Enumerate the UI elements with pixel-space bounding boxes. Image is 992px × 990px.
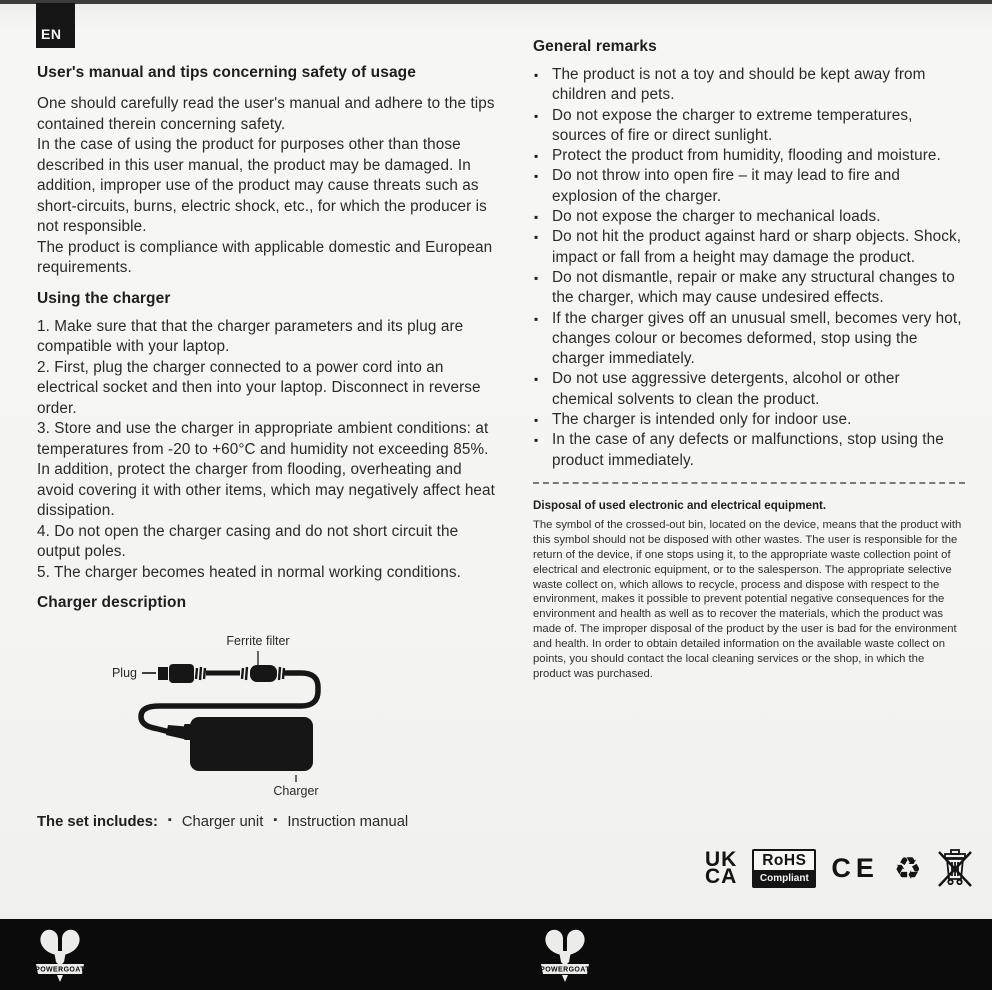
disposal-heading: Disposal of used electronic and electrical equipment.	[533, 498, 827, 512]
usage-step: 4. Do not open the charger casing and do not short circuit the output poles.	[37, 522, 459, 560]
general-remarks-heading: General remarks	[533, 38, 657, 55]
rohs-compliant-label: Compliant	[754, 872, 814, 886]
usage-step: 5. The charger becomes heated in normal working conditions.	[37, 563, 461, 581]
ukca-mark	[705, 847, 738, 888]
dashed-separator	[533, 482, 965, 484]
set-item: ▪ Charger unit	[168, 814, 263, 830]
remark-item: ▪ Do not hit the product against hard or sharp objects. Shock, impact or fall from a height may damage the product.	[533, 227, 965, 268]
powergoat-banner-label: POWERGOAT	[35, 966, 85, 974]
remark-item: ▪ Do not use aggressive detergents, alcohol or other chemical solvents to clean the product.	[533, 369, 965, 410]
remark-item: ▪ If the charger gives off an unusual smell, becomes very hot, changes colour or becomes deformed, stop using the charger immediately.	[533, 309, 965, 370]
remark-item: ▪ Do not expose the charger to extreme temperatures, sources of fire or direct sunlight.	[533, 106, 965, 147]
charger-diagram	[37, 621, 493, 801]
left-column	[37, 64, 495, 830]
right-column	[533, 38, 965, 682]
remark-item: ▪ Do not expose the charger to mechanical loads.	[533, 207, 965, 227]
remark-item: ▪ In the case of any defects or malfunctions, stop using the product immediately.	[533, 430, 965, 471]
set-item: ▪ Instruction manual	[273, 814, 408, 830]
intro-paragraph	[37, 94, 495, 279]
language-badge-label: EN	[41, 26, 62, 42]
recycle-icon: ♻	[893, 850, 922, 886]
rohs-label: RoHS	[754, 851, 814, 872]
footer-bar	[0, 919, 992, 990]
powergoat-logo-icon	[33, 926, 87, 984]
usage-step: 2. First, plug the charger connected to a power cord into an electrical socket and then into your laptop. Disconnect in reverse order.	[37, 358, 481, 417]
intro-line: One should carefully read the user's manual and adhere to the tips contained therein concerning safety.	[37, 95, 495, 133]
usage-step: 1. Make sure that that the charger parameters and its plug are compatible with your laptop.	[37, 317, 464, 355]
powergoat-banner-label: POWERGOAT	[540, 966, 590, 974]
intro-line: In the case of using the product for purposes other than those described in this user manual, the product may be damaged. In addition, improper use of the product may cause threats such as short-circuits, burns, electric shock, etc., for which the producer is not responsible.	[37, 136, 487, 235]
set-includes-line	[37, 814, 495, 830]
intro-line: The product is compliance with applicable domestic and European requirements.	[37, 238, 493, 276]
remark-item: ▪ Do not dismantle, repair or make any structural changes to the charger, which may cause undesired effects.	[533, 268, 965, 309]
plug-graphic	[158, 664, 205, 683]
using-charger-heading: Using the charger	[37, 289, 171, 307]
dc-connector-graphic	[166, 724, 191, 740]
remark-item: ▪ Do not throw into open fire – it may lead to fire and explosion of the charger.	[533, 166, 965, 207]
charger-body-graphic	[190, 717, 313, 771]
set-includes-label: The set includes:	[37, 814, 158, 830]
weee-crossed-bin-icon	[937, 846, 973, 890]
plug-label: Plug	[111, 666, 137, 680]
ferrite-filter-graphic	[242, 665, 284, 682]
ce-mark: CE	[831, 852, 879, 883]
general-remarks-list	[533, 65, 965, 471]
ferrite-filter-label: Ferrite filter	[226, 634, 290, 648]
remark-item: ▪ The product is not a toy and should be kept away from children and pets.	[533, 65, 965, 106]
ukca-bottom-label: CA	[705, 865, 738, 888]
usage-steps-list	[37, 317, 495, 584]
rohs-mark	[752, 849, 816, 888]
manual-title: User's manual and tips concerning safety of usage	[37, 64, 416, 81]
powergoat-logo-icon	[538, 926, 592, 984]
language-badge	[36, 3, 75, 48]
usage-step: 3. Store and use the charger in appropriate ambient conditions: at temperatures from -20 to +60°C and humidity not exceeding 85%. In addition, protect the charger from flooding, overheating and avoid covering it with other items, which may negatively affect heat dissipation.	[37, 420, 495, 519]
scan-edge-top	[0, 0, 992, 4]
certification-marks-row	[705, 846, 973, 890]
ukca-top-label: UK	[705, 847, 738, 871]
disposal-paragraph: The symbol of the crossed-out bin, located on the device, means that the product with this symbol should not be disposed with other wastes. The user is responsible for the return of the device, if one stops using it, to the appropriate waste collection point of electrical and electronic equipment, or to the salesperson. The appropriate selective waste collect on, which allows to recycle, process and dispose with respect to the environment, makes it possible to prevent potential negative consequences for the environment and health as well as to recover the materials, which the product was made of. The improper disposal of the product by the user is bad for the environment and health. In order to obtain detailed information on the available waste collect on points, you should contact the local cleaning services or the shop, in which the product was purchased.	[533, 518, 962, 680]
remark-item: ▪ The charger is intended only for indoor use.	[533, 410, 965, 430]
remark-item: ▪ Protect the product from humidity, flooding and moisture.	[533, 146, 965, 166]
charger-label: Charger	[273, 784, 319, 798]
charger-description-heading: Charger description	[37, 594, 187, 611]
